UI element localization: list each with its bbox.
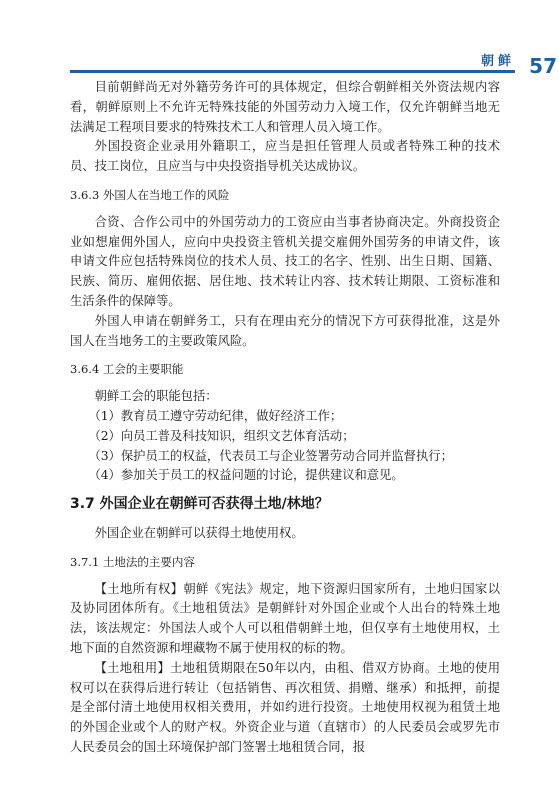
list-item: （3）保护员工的权益，代表员工与企业签署劳动合同并监督执行； [88, 448, 453, 463]
page-number: 57 [529, 54, 557, 78]
paragraph: 合资、合作公司中的外国劳动力的工资应由当事者协商决定。外商投资企业如想雇佣外国人，应向中央投资主管机关提交雇佣外国劳务的申请文件，该申请文件应包括特殊岗位的技术人员、技工的名字、性别、出生日期、国籍、民族、简历、雇佣依据、居住地、技术转让内容、技术转让期限、工资标准和生活条件的保障等。 [70, 214, 500, 308]
paragraph: 【土地租用】土地租赁期限在50年以内，由租、借双方协商。土地的使用权可以在获得后进行转让（包括销售、再次租赁、捐赠、继承）和抵押，前提是全部付清土地使用权相关费用，并如约进行投资。土地使用权视为租赁土地的外国企业或个人的财产权。外资企业与道（直辖市）的人民委员会或罗先市人民委员会的国土环境保护部门签署土地租赁合同，报 [70, 660, 500, 754]
section-heading-3-6-4: 3.6.4 工会的主要职能 [70, 362, 184, 377]
paragraph: 外国人申请在朝鲜务工，只有在理由充分的情况下方可获得批准，这是外国人在当地务工的主要政策风险。 [70, 313, 500, 348]
section-heading-3-7-1: 3.7.1 土地法的主要内容 [70, 554, 195, 569]
paragraph: 外国企业在朝鲜可以获得土地使用权。 [94, 525, 304, 540]
paragraph: 【土地所有权】朝鲜《宪法》规定，地下资源归国家所有，土地归国家以及协同团体所有。《土地租赁法》是朝鲜针对外国企业或个人出台的特殊土地法，该法规定：外国法人或个人可以租借朝鲜土地，但仅享有土地使用权，土地下面的自然资源和埋藏物不属于使用权的标的物。 [70, 581, 500, 655]
page-body [70, 78, 500, 758]
section-heading-3-6-3: 3.6.3 外国人在当地工作的风险 [70, 187, 230, 202]
paragraph: 目前朝鲜尚无对外籍劳务许可的具体规定，但综合朝鲜相关外资法规内容看，朝鲜原则上不允许无特殊技能的外国劳动力入境工作，仅允许朝鲜当地无法满足工程项目要求的特殊技术工人和管理人员入境工作。 [70, 80, 500, 134]
list-item: （4）参加关于员工的权益问题的讨论，提供建议和意见。 [88, 468, 404, 483]
paragraph: 外国投资企业录用外籍职工，应当是担任管理人员或者特殊工种的技术员、技工岗位，且应当与中央投资指导机关达成协议。 [70, 139, 500, 174]
list-item: （1）教育员工遵守劳动纪律，做好经济工作； [88, 408, 343, 423]
list-item: （2）向员工普及科技知识，组织文艺体育活动； [88, 428, 355, 443]
header-rule [70, 70, 515, 73]
union-functions-list [70, 407, 500, 486]
running-head-country: 朝鲜 [480, 54, 515, 69]
paragraph: 朝鲜工会的职能包括： [94, 389, 218, 404]
section-heading-3-7: 3.7 外国企业在朝鲜可否获得土地/林地？ [70, 496, 329, 513]
page-header [70, 48, 559, 78]
